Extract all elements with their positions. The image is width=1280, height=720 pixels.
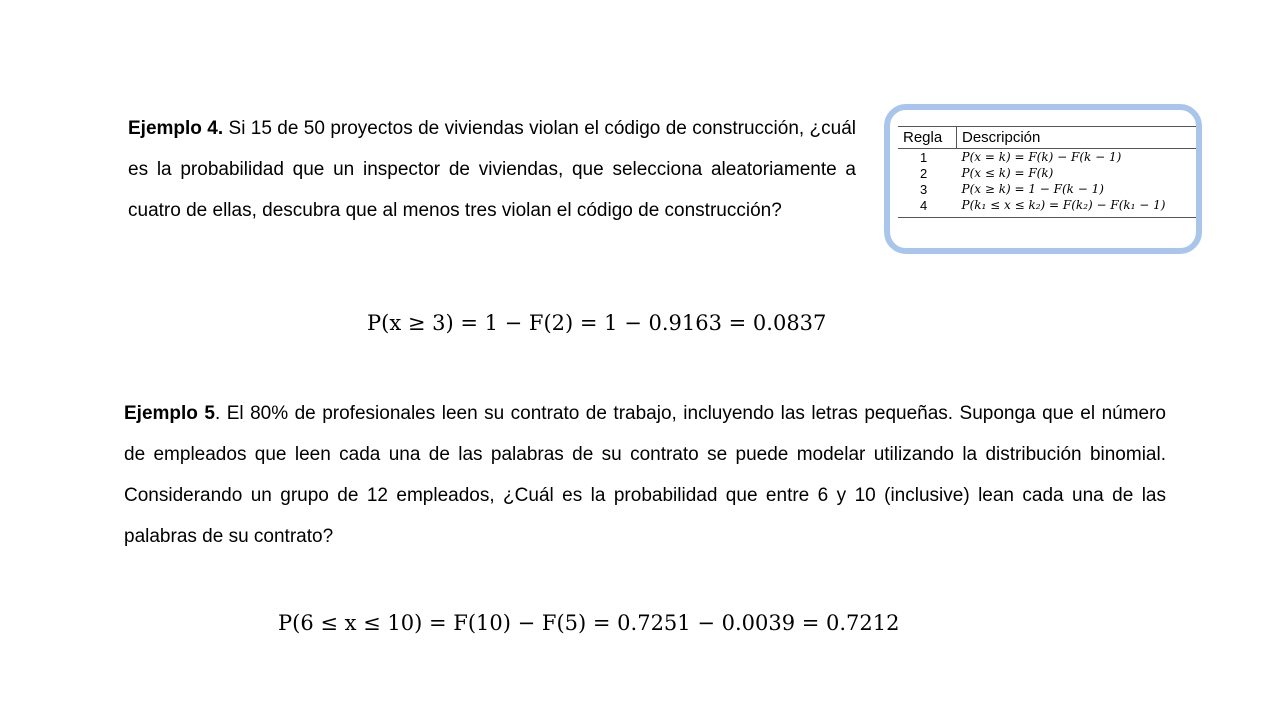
ejemplo-5-paragraph: [124, 393, 1166, 557]
rule-expression: P(x ≤ k) = F(k): [961, 166, 1054, 180]
ejemplo-4-text: Si 15 de 50 proyectos de viviendas violan el código de construcción, ¿cuál es la probabilidad que un inspector de viviendas, que selecciona aleatoriamente a cuatro de ellas, descubra que al menos tres violan el código de construcción?: [128, 118, 857, 221]
rule-number: 2: [920, 165, 928, 181]
rules-row: [898, 149, 1198, 166]
rules-header-descripcion: Descripción: [957, 127, 1199, 149]
rule-number: 4: [898, 197, 957, 218]
rule-expression: P(k₁ ≤ x ≤ k₂) = F(k₂) − F(k₁ − 1): [957, 197, 1199, 218]
rules-row: [898, 197, 1198, 218]
ejemplo-5-text: . El 80% de profesionales leen su contrato de trabajo, incluyendo las letras pequeñas. Suponga que el número de empleados que leen cada una de las palabras de su contrato se puede modelar utilizando la distribución binomial. Considerando un grupo de 12 empleados, ¿Cuál es la probabilidad que entre 6 y 10 (inclusive) lean cada una de las palabras de su contrato?: [124, 403, 1166, 547]
ejemplo-5-title: Ejemplo 5: [124, 403, 215, 424]
rule-expression: P(x = k) = F(k) − F(k − 1): [961, 150, 1122, 164]
rules-row: [898, 181, 1198, 197]
rules-table: [898, 126, 1198, 218]
ejemplo-5-formula: P(6 ≤ x ≤ 10) = F(10) − F(5) = 0.7251 − 0.0039 = 0.7212: [278, 611, 900, 635]
ejemplo-4-paragraph: [128, 108, 856, 231]
rules-table-image: [884, 104, 1202, 254]
rule-number: 1: [920, 149, 928, 165]
ejemplo-4-title: Ejemplo 4.: [128, 118, 224, 139]
rule-number: 3: [920, 181, 928, 197]
rule-expression: P(x ≥ k) = 1 − F(k − 1): [961, 182, 1104, 196]
rules-header-regla: Regla: [898, 127, 957, 149]
rules-row: [898, 165, 1198, 181]
ejemplo-4-formula: P(x ≥ 3) = 1 − F(2) = 1 − 0.9163 = 0.0837: [367, 311, 827, 335]
